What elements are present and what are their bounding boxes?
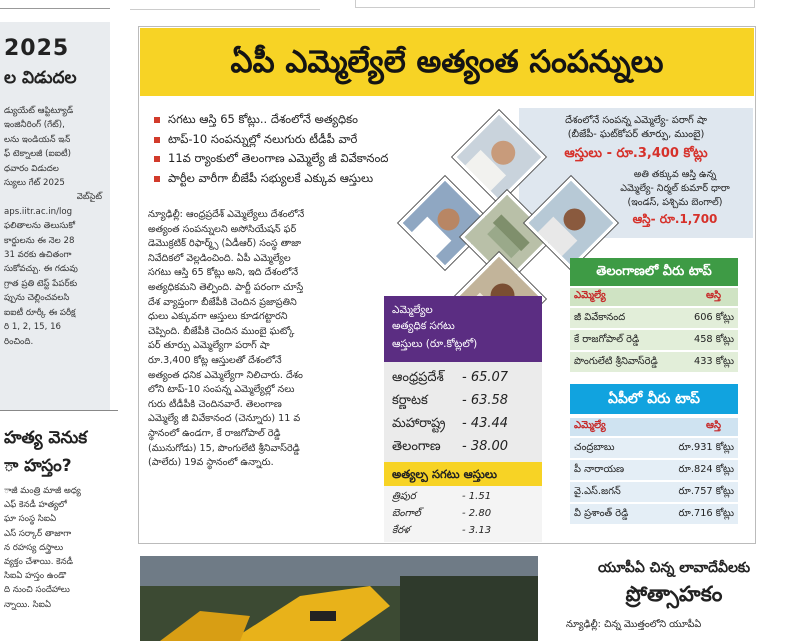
table-row — [392, 412, 538, 435]
avg-assets-title: ఎమ్మెల్యేల — [392, 304, 433, 316]
body-line: లోని టాప్-10 సంపన్న ఎమ్మెల్యేల్లో నలు — [148, 384, 295, 396]
mla-name: వై.ఎస్.జగన్ — [574, 486, 621, 497]
bullet-item: టాప్-10 సంపన్నుల్లో నలుగురు టీడీపీ వారే — [154, 130, 524, 150]
state-value: - 65.07 — [462, 370, 509, 385]
mla-assets: రూ.716 కోట్లు — [678, 508, 734, 519]
side-article-kicker: యూపీఏ చిన్న లావాదేవీలకు — [597, 560, 751, 576]
text-line: ఐఐటీ రూర్కీ ఈ పరీక్ష — [4, 307, 76, 318]
richest-line: దేశంలోనే సంపన్న ఎమ్మెల్యే- పరాగ్ షా — [565, 115, 707, 126]
state-value: - 63.58 — [462, 393, 509, 408]
body-line: అత్యంత ధనిక ఎమ్మెల్యేగా నిలిచారు. దేశం — [148, 369, 303, 381]
side-article-headline: ప్రోత్సాహకం — [625, 582, 723, 606]
state-value: - 1.51 — [462, 491, 492, 502]
text-line: స్యులు గేట్ 2025 — [4, 178, 65, 189]
state-name: ఆంధ్రప్రదేశ్ — [392, 370, 444, 385]
text-line: కార్డులను ఈ నెల 28 — [4, 235, 75, 246]
table-row — [392, 488, 538, 505]
telangana-top-title: తెలంగాణలో వీరు టాప్ — [596, 264, 712, 279]
mla-assets: రూ.824 కోట్లు — [678, 464, 734, 475]
mla-name: పీ నారాయణ — [574, 464, 625, 475]
text-line: న్నాయి. సిఐఏ — [4, 599, 51, 610]
state-name: మహారాష్ట్ర — [392, 416, 446, 431]
article-body — [148, 208, 382, 471]
body-line: ధులు ఎక్కువగా ఆస్తులు కూడగట్టారని — [148, 311, 288, 323]
text-line: ఎస్ సర్కార్ తాజాగా — [4, 528, 72, 539]
column-header-assets: ఆస్తి — [706, 420, 721, 431]
bullet-item: పార్టీల వారీగా బీజేపీ సభ్యులకే ఎక్కువ ఆస్తులు — [154, 169, 524, 189]
headline-line: హత్య వెనుక — [4, 428, 88, 448]
body-line: గురు టీడీపీకి చెందినవారే. తెలంగాణ — [148, 398, 282, 410]
avg-assets-title: అత్యధిక సగటు — [392, 320, 455, 332]
state-name: కర్ణాటక — [392, 393, 428, 408]
body-line: రూ.3,400 కోట్ల ఆస్తులతో దేశంలోనే — [148, 354, 282, 366]
table-row — [392, 435, 538, 458]
ap-top-title: ఏపీలో వీరు టాప్ — [608, 391, 700, 407]
top-left-rule — [130, 0, 320, 10]
column-header-assets: ఆస్తి — [706, 290, 721, 301]
text-line: ఫ్ టెక్నాలజీ (ఐఐటీ) — [4, 149, 72, 160]
body-line: (మునుగోడు) 15, పొంగులేటి శ్రీనివాస్‌రెడ్డి — [148, 442, 300, 454]
table-row — [392, 505, 538, 522]
table-row — [570, 460, 738, 480]
text-line: డ్యుయేట్ ఆప్టిట్యూడ్ — [4, 106, 74, 116]
text-line: రించింది. — [4, 336, 34, 347]
body-line: చెప్పింది. బీజేపీకి చెందిన ముంబై ఘట్కో — [148, 325, 295, 337]
excavator-photo — [140, 556, 538, 641]
text-line: సిఐఏ హస్తం ఉండొ — [4, 571, 66, 582]
mla-name: వీ ప్రశాంత్ రెడ్డి — [574, 508, 629, 519]
left-headline-year: 2025 — [4, 36, 70, 61]
table-row — [392, 522, 538, 539]
text-line: 31 వరకు ఉచితంగా — [4, 250, 72, 261]
text-line: రి 1, 2, 15, 16 — [4, 322, 62, 333]
bullet-item: 11వ ర్యాంకులో తెలంగాణ ఎమ్మెల్యే జీ వివేకానంద — [154, 149, 524, 169]
text-line: ది నుంచి సందేహాలు — [4, 585, 70, 596]
poorest-line: ఎమ్మెల్యే- నిర్మల్ కుమార్ ధారా — [620, 183, 730, 194]
mla-assets: 458 కోట్లు — [693, 334, 734, 345]
text-line: ఎఫ్ కెనడీ హత్యలో — [4, 500, 67, 511]
headline-line: ా హస్తం? — [4, 456, 72, 476]
text-line: లను ఇండియన్ ఇన్ — [4, 134, 71, 145]
left-article-text — [4, 104, 108, 349]
top-right-box — [355, 0, 755, 8]
mla-assets: రూ.757 కోట్లు — [678, 486, 734, 497]
left-headline-2 — [4, 424, 87, 480]
least-assets-title: అత్యల్ప సగటు ఆస్తులు — [392, 467, 497, 481]
main-headline: ఏపీ ఎమ్మెల్యేలే అత్యంత సంపన్నులు — [230, 44, 664, 80]
state-value: - 3.13 — [462, 525, 492, 536]
body-line: నివేదికలో వెల్లడించింది. ఏపీ ఎమ్మెల్యేల — [148, 252, 291, 264]
text-line: ఇంజినీరింగ్ (గేట్), — [4, 120, 65, 131]
text-line: న రహస్య దస్త్రాలు — [4, 542, 64, 553]
excavator-image — [140, 556, 538, 641]
text-line: ఘా సంస్థ సిఐఏ — [4, 514, 57, 525]
body-line: స్థానంలో ఉండగా, కే రాజగోపాల్ రెడ్డి — [148, 427, 281, 439]
mla-name: జీ వివేకానంద — [574, 312, 626, 323]
text-line: ఫలితాలను తెలుసుకో — [4, 221, 76, 232]
table-row — [570, 482, 738, 502]
column-header-name: ఎమ్మెల్యే — [574, 290, 606, 301]
avg-assets-title: ఆస్తులు (రూ.కోట్లలో) — [392, 338, 478, 350]
table-row — [570, 352, 738, 372]
state-name: బెంగాల్ — [392, 508, 421, 519]
left-top-rule — [0, 8, 110, 9]
table-row — [392, 366, 538, 389]
state-name: త్రిపుర — [392, 491, 416, 502]
body-line: (పాలేరు) 19వ స్థానంలో ఉన్నారు. — [148, 457, 274, 469]
text-line: వ్యక్తం చేశాయి. కెనడీ — [4, 557, 74, 568]
text-line: వెబ్‌సైట్ — [76, 192, 102, 203]
body-line: అత్యధికమని తెల్పింది. పార్టీ పరంగా చూస్తే — [148, 281, 304, 293]
poorest-line: (ఇండస్, పశ్చిమ బెంగాల్) — [627, 197, 723, 208]
body-line: ఎమ్మెల్యే జీ వివేకానంద (చెన్నూరు) 11 వ — [148, 413, 301, 425]
richest-value: ఆస్తులు - రూ.3,400 కోట్లు — [564, 146, 708, 161]
poorest-value: ఆస్తి- రూ.1,700 — [632, 212, 718, 226]
state-value: - 2.80 — [462, 508, 492, 519]
mla-name: కే రాజగోపాల్ రెడ్డి — [574, 334, 640, 345]
state-value: - 43.44 — [462, 416, 509, 431]
table-row — [570, 308, 738, 328]
mla-name: చంద్రబాబు — [574, 442, 615, 453]
body-line: దేశ వ్యాప్తంగా బీజేపీకి చెందిన ప్రజాప్రతిని — [148, 296, 297, 308]
poorest-line: అతి తక్కువ ఆస్తి ఉన్న — [633, 169, 717, 180]
mla-name: పొంగులేటి శ్రీనివాస్‌రెడ్డి — [574, 356, 658, 367]
body-line: న్యూఢిల్లీ: ఆంధ్రప్రదేశ్ ఎమ్మెల్యేలు దేశంలోనే — [148, 209, 305, 220]
mla-assets: 606 కోట్లు — [693, 312, 734, 323]
table-row — [570, 438, 738, 458]
mla-assets: 433 కోట్లు — [693, 356, 734, 367]
table-row — [570, 330, 738, 350]
state-value: - 38.00 — [462, 439, 509, 454]
column-header-name: ఎమ్మెల్యే — [574, 420, 606, 431]
richest-line: (బీజేపీ- ఘట్‌కోపర్ తూర్పు, ముంబై) — [567, 129, 705, 140]
state-name: కేరళ — [392, 525, 410, 536]
text-line: ాజీ మంత్రి మాజీ అధ్య — [4, 486, 81, 496]
left-headline-title: ల విడుదల — [4, 68, 77, 88]
left-article-2-text — [4, 484, 120, 612]
text-line: గ్రాత ప్రతి టెస్ట్ పేపర్‌కు — [4, 278, 78, 289]
text-line: ప్పును చెల్లించవలసి — [4, 293, 70, 304]
bullet-item: సగటు ఆస్తి 65 కోట్లు.. దేశంలోనే అత్యధికం — [154, 110, 524, 130]
text-line: aps.iitr.ac.in/log — [4, 206, 73, 217]
side-article-text: న్యూఢిల్లీ: చిన్న మొత్తంలోని యూపీఏ — [566, 619, 702, 630]
body-line: సగటు ఆస్తి 65 కోట్లు అని, ఇది దేశంలోనే — [148, 267, 299, 279]
table-row — [392, 389, 538, 412]
left-separator — [0, 410, 118, 411]
state-name: తెలంగాణ — [392, 439, 441, 454]
body-line: పర్ తూర్పు ఎమ్మెల్యేగా పరాగ్ షా — [148, 340, 270, 352]
table-row — [570, 504, 738, 524]
body-line: డెమొక్రటిక్ రిఫార్మ్స్ (ఏడీఆర్) సంస్థ తాజా — [148, 238, 302, 250]
text-line: ధవారం విడుదల — [4, 163, 59, 174]
mla-assets: రూ.931 కోట్లు — [678, 442, 734, 453]
text-line: సుకోవచ్చు. ఈ గడువు — [4, 264, 78, 275]
body-line: అత్యంత సంపన్నులని అసోసియేషన్ ఫర్ — [148, 223, 297, 235]
